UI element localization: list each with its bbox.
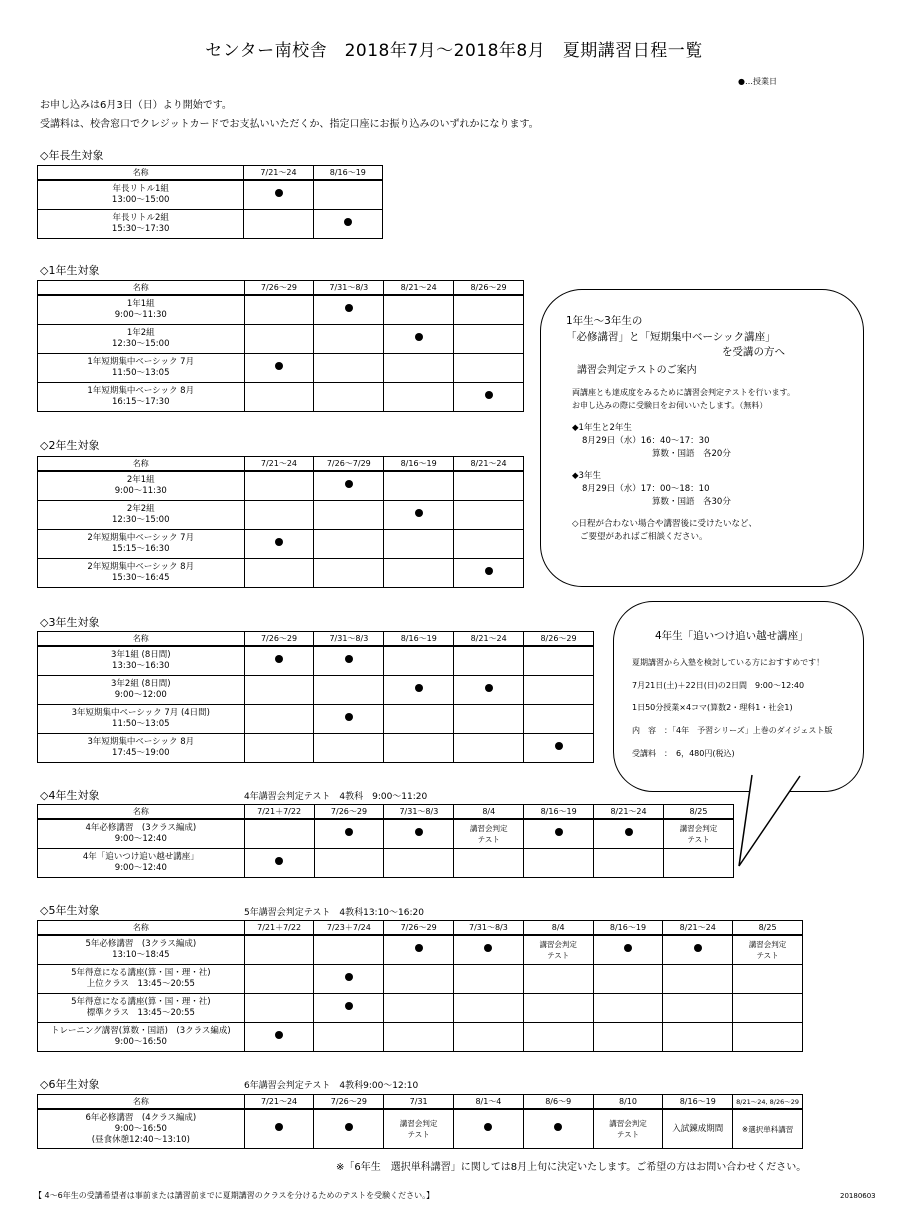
table-header-row	[38, 632, 594, 647]
section-note-g4: 4年講習会判定テスト 4教科 9:00～11:20	[244, 792, 428, 802]
class-day-dot-icon	[415, 828, 423, 836]
class-day-dot-icon	[345, 1123, 353, 1131]
class-day-dot-icon	[554, 1123, 562, 1131]
class-name-cell: 年長リトル2組 15:30～17:30	[38, 210, 244, 239]
schedule-cell-empty	[314, 1023, 384, 1052]
class-name-cell: 1年1組 9:00～11:30	[38, 295, 245, 325]
schedule-cell	[244, 646, 314, 676]
class-day-dot-icon	[345, 713, 353, 721]
schedule-cell-empty	[244, 734, 314, 763]
column-header-date: 7/26～29	[384, 921, 454, 936]
schedule-cell	[244, 530, 314, 559]
schedule-cell-empty	[384, 383, 454, 412]
column-header-name: 名称	[38, 166, 244, 181]
schedule-cell-empty	[244, 676, 314, 705]
class-name-cell: 1年短期集中ベーシック 7月 11:50～13:05	[38, 354, 245, 383]
class-day-dot-icon	[485, 684, 493, 692]
table-row	[38, 210, 383, 239]
schedule-cell	[244, 1023, 314, 1052]
column-header-date: 7/21～24	[244, 166, 313, 181]
class-day-dot-icon	[345, 828, 353, 836]
table-row	[38, 354, 524, 383]
schedule-cell	[454, 1109, 524, 1149]
page-title: センター南校舎 2018年7月～2018年8月 夏期講習日程一覧	[205, 41, 703, 61]
section-heading-g6: ◇6年生対象	[40, 1078, 100, 1091]
schedule-cell-empty	[313, 180, 382, 210]
class-name-cell: 3年2組 (8日間) 9:00～12:00	[38, 676, 245, 705]
bubble1-line-1: 1年生～3年生の	[566, 315, 643, 327]
schedule-cell-empty	[454, 705, 524, 734]
bubble1-line-14: ご要望があればご相談ください。	[580, 532, 708, 542]
schedule-cell-empty	[523, 994, 593, 1023]
class-day-dot-icon	[415, 944, 423, 952]
schedule-cell-empty	[593, 1023, 663, 1052]
class-name-cell: トレーニング講習(算数・国語) (3クラス編成) 9:00～16:50	[38, 1023, 245, 1052]
schedule-cell-text: 講習会判定 テスト	[384, 1109, 454, 1149]
column-header-date: 7/26～29	[314, 805, 384, 820]
table-row	[38, 734, 594, 763]
column-header-name: 名称	[38, 805, 245, 820]
schedule-cell-text: 講習会判定 テスト	[733, 935, 803, 965]
class-day-dot-icon	[275, 655, 283, 663]
column-header-date: 8/16～19	[384, 457, 454, 472]
schedule-cell-empty	[384, 849, 454, 878]
schedule-cell-empty	[244, 501, 314, 530]
schedule-cell	[314, 705, 384, 734]
table-header-row	[38, 921, 803, 936]
column-header-date: 7/23＋7/24	[314, 921, 384, 936]
bubble2-line-3: 7月21日(土)＋22日(日)の2日間 9:00～12:40	[632, 681, 805, 690]
column-header-date: 7/26～29	[244, 281, 314, 296]
schedule-cell-empty	[244, 325, 314, 354]
schedule-cell-empty	[733, 965, 803, 994]
table-header-row	[38, 457, 524, 472]
schedule-cell-empty	[523, 1023, 593, 1052]
column-header-date: 8/4	[454, 805, 524, 820]
schedule-cell-empty	[454, 354, 524, 383]
schedule-cell-empty	[314, 354, 384, 383]
schedule-cell-text: 講習会判定 テスト	[593, 1109, 663, 1149]
schedule-cell-text: ※選択単科講習	[733, 1109, 803, 1149]
column-header-date: 8/25	[733, 921, 803, 936]
schedule-cell-empty	[384, 646, 454, 676]
column-header-date: 7/31	[384, 1095, 454, 1110]
bottom-note: 【 4～6年生の受講希望者は事前または講習前までに夏期講習のクラスを分けるためのテストを受験ください。】	[34, 1191, 435, 1200]
table-row	[38, 325, 524, 354]
bubble1-line-7: ◆1年生と2年生	[572, 423, 632, 433]
schedule-cell	[384, 325, 454, 354]
schedule-cell-empty	[244, 965, 314, 994]
class-day-dot-icon	[694, 944, 702, 952]
schedule-cell-empty	[454, 849, 524, 878]
schedule-cell-text: 講習会判定 テスト	[664, 819, 734, 849]
column-header-date: 7/26～29	[244, 632, 314, 647]
schedule-cell-empty	[244, 994, 314, 1023]
schedule-cell-empty	[384, 354, 454, 383]
class-name-cell: 3年短期集中ベーシック 8月 17:45～19:00	[38, 734, 245, 763]
schedule-cell	[593, 935, 663, 965]
schedule-cell-empty	[523, 965, 593, 994]
bubble1-line-2: 「必修講習」と「短期集中ベーシック講座」	[566, 331, 776, 343]
table-row	[38, 295, 524, 325]
schedule-cell-empty	[384, 559, 454, 588]
class-day-dot-icon	[275, 1031, 283, 1039]
schedule-cell-empty	[454, 325, 524, 354]
schedule-cell-empty	[454, 994, 524, 1023]
schedule-cell-empty	[314, 849, 384, 878]
schedule-cell-empty	[244, 559, 314, 588]
table-row	[38, 646, 594, 676]
class-day-dot-icon	[415, 509, 423, 517]
class-name-cell: 5年必修講習 (3クラス編成) 13:10～18:45	[38, 935, 245, 965]
schedule-cell-empty	[314, 325, 384, 354]
schedule-cell-text: 入試錬成期間	[663, 1109, 733, 1149]
column-header-date: 7/26～7/29	[314, 457, 384, 472]
table-row	[38, 994, 803, 1023]
class-name-cell: 2年2組 12:30～15:00	[38, 501, 245, 530]
table-row	[38, 471, 524, 501]
schedule-cell	[384, 935, 454, 965]
table-row	[38, 559, 524, 588]
schedule-cell-empty	[593, 965, 663, 994]
schedule-cell	[384, 501, 454, 530]
schedule-table-g2	[37, 456, 524, 588]
column-header-date: 8/21～24, 8/26～29	[733, 1095, 803, 1110]
class-name-cell: 3年短期集中ベーシック 7月 (4日間) 11:50～13:05	[38, 705, 245, 734]
schedule-table-g1	[37, 280, 524, 412]
table-row	[38, 501, 524, 530]
schedule-cell-empty	[384, 994, 454, 1023]
column-header-date: 7/21＋7/22	[244, 921, 314, 936]
class-name-cell: 1年2組 12:30～15:00	[38, 325, 245, 354]
class-day-dot-icon	[344, 218, 352, 226]
schedule-cell-empty	[244, 295, 314, 325]
bubble1-line-10: ◆3年生	[572, 471, 601, 481]
schedule-cell-empty	[384, 471, 454, 501]
schedule-cell	[524, 819, 594, 849]
class-day-dot-icon	[485, 567, 493, 575]
schedule-cell-empty	[594, 849, 664, 878]
column-header-name: 名称	[38, 457, 245, 472]
column-header-date: 8/21～24	[594, 805, 664, 820]
schedule-cell	[244, 354, 314, 383]
column-header-name: 名称	[38, 632, 245, 647]
schedule-cell-empty	[454, 530, 524, 559]
column-header-date: 8/21～24	[454, 632, 524, 647]
schedule-cell	[244, 849, 314, 878]
schedule-table-g5	[37, 920, 803, 1052]
schedule-cell-empty	[244, 935, 314, 965]
schedule-cell-empty	[314, 530, 384, 559]
section-heading-g3: ◇3年生対象	[40, 616, 100, 629]
schedule-cell-empty	[314, 935, 384, 965]
column-header-date: 8/16～19	[593, 921, 663, 936]
section-heading-g5: ◇5年生対象	[40, 904, 100, 917]
schedule-cell	[454, 935, 524, 965]
column-header-date: 7/26～29	[314, 1095, 384, 1110]
table-row	[38, 1023, 803, 1052]
schedule-table-g3	[37, 631, 594, 763]
section-heading-g4: ◇4年生対象	[40, 789, 100, 802]
intro-line-1: お申し込みは6月3日（日）より開始です。	[40, 100, 232, 111]
class-day-dot-icon	[555, 742, 563, 750]
table-row	[38, 530, 524, 559]
class-name-cell: 5年得意になる講座(算・国・理・社) 標準クラス 13:45～20:55	[38, 994, 245, 1023]
column-header-date: 8/26～29	[524, 632, 594, 647]
schedule-cell-empty	[314, 501, 384, 530]
class-name-cell: 4年必修講習 (3クラス編成) 9:00～12:40	[38, 819, 245, 849]
table-row	[38, 965, 803, 994]
bubble2-line-4: 1日50分授業×4コマ(算数2・理科1・社会1)	[632, 703, 793, 712]
class-name-cell: 3年1組 (8日間) 13:30～16:30	[38, 646, 245, 676]
schedule-cell-empty	[384, 1023, 454, 1052]
class-name-cell: 2年短期集中ベーシック 7月 15:15～16:30	[38, 530, 245, 559]
table-row	[38, 180, 383, 210]
section-note-g6: 6年講習会判定テスト 4教科9:00～12:10	[244, 1081, 419, 1091]
schedule-cell-empty	[663, 965, 733, 994]
schedule-cell	[314, 819, 384, 849]
class-day-dot-icon	[275, 538, 283, 546]
bubble1-line-5: 両講座とも達成度をみるために講習会判定テストを行います。	[572, 388, 796, 397]
schedule-cell-empty	[454, 501, 524, 530]
schedule-cell-empty	[244, 471, 314, 501]
section-heading-g2: ◇2年生対象	[40, 439, 100, 452]
column-header-date: 8/21～24	[384, 281, 454, 296]
column-header-date: 8/16～19	[524, 805, 594, 820]
schedule-cell-empty	[384, 530, 454, 559]
table-row	[38, 935, 803, 965]
table-row	[38, 705, 594, 734]
schedule-cell-empty	[454, 734, 524, 763]
column-header-date: 8/4	[523, 921, 593, 936]
schedule-cell-empty	[314, 676, 384, 705]
table-header-row	[38, 1095, 803, 1110]
schedule-cell-empty	[314, 734, 384, 763]
section-heading-nencho: ◇年長生対象	[40, 149, 104, 162]
table-header-row	[38, 281, 524, 296]
schedule-table-nencho	[37, 165, 383, 239]
class-name-cell: 6年必修講習 (4クラス編成) 9:00～16:50 (昼食休憩12:40～13:10)	[38, 1109, 245, 1149]
column-header-name: 名称	[38, 281, 245, 296]
bubble2-line-6: 受講料 ： 6，480円(税込)	[632, 749, 735, 758]
column-header-date: 7/31～8/3	[314, 281, 384, 296]
schedule-cell-empty	[733, 994, 803, 1023]
table-row	[38, 819, 734, 849]
class-day-dot-icon	[345, 973, 353, 981]
schedule-cell-empty	[384, 295, 454, 325]
class-day-dot-icon	[415, 333, 423, 341]
bubble2-line-1: 4年生「追いつけ追い越せ講座」	[655, 630, 809, 642]
class-name-cell: 年長リトル1組 13:00～15:00	[38, 180, 244, 210]
bubble1-line-9: 算数・国語 各20分	[652, 449, 731, 459]
column-header-date: 8/10	[593, 1095, 663, 1110]
schedule-cell-empty	[454, 471, 524, 501]
schedule-cell	[594, 819, 664, 849]
schedule-cell-empty	[593, 994, 663, 1023]
column-header-date: 8/25	[664, 805, 734, 820]
schedule-cell	[314, 646, 384, 676]
column-header-date: 8/1～4	[454, 1095, 524, 1110]
table-header-row	[38, 166, 383, 181]
column-header-date: 8/26～29	[454, 281, 524, 296]
column-header-date: 8/16～19	[313, 166, 382, 181]
schedule-cell	[314, 295, 384, 325]
schedule-cell	[384, 819, 454, 849]
bubble1-line-3: を受講の方へ	[722, 346, 785, 358]
class-name-cell: 2年短期集中ベーシック 8月 15:30～16:45	[38, 559, 245, 588]
schedule-table-g6	[37, 1094, 803, 1149]
class-day-dot-icon	[275, 1123, 283, 1131]
class-day-dot-icon	[345, 1002, 353, 1010]
schedule-cell-empty	[663, 994, 733, 1023]
column-header-date: 8/6～9	[523, 1095, 593, 1110]
schedule-cell-empty	[664, 849, 734, 878]
schedule-cell-empty	[524, 705, 594, 734]
table-row	[38, 849, 734, 878]
schedule-cell	[314, 965, 384, 994]
schedule-cell-empty	[384, 734, 454, 763]
class-day-dot-icon	[345, 304, 353, 312]
bubble2-line-2: 夏期講習から入塾を検討している方におすすめです！	[632, 658, 825, 667]
column-header-date: 7/31～8/3	[384, 805, 454, 820]
class-day-dot-icon	[345, 655, 353, 663]
bubble1-line-13: ◇日程が合わない場合や講習後に受けたいなど、	[572, 519, 758, 529]
schedule-cell-empty	[524, 676, 594, 705]
schedule-table-g4	[37, 804, 734, 878]
column-header-date: 8/21～24	[663, 921, 733, 936]
schedule-cell-empty	[244, 383, 314, 412]
column-header-date: 8/16～19	[384, 632, 454, 647]
section-heading-g1: ◇1年生対象	[40, 264, 100, 277]
schedule-cell-empty	[244, 819, 314, 849]
table-row	[38, 676, 594, 705]
schedule-cell-empty	[733, 1023, 803, 1052]
class-day-dot-icon	[484, 1123, 492, 1131]
schedule-cell	[314, 471, 384, 501]
legend: ●…授業日	[738, 77, 777, 86]
column-header-date: 8/21～24	[454, 457, 524, 472]
bubble1-line-4: 講習会判定テストのご案内	[577, 365, 697, 376]
class-name-cell: 1年短期集中ベーシック 8月 16:15～17:30	[38, 383, 245, 412]
schedule-cell-empty	[314, 383, 384, 412]
table-header-row	[38, 805, 734, 820]
class-day-dot-icon	[625, 828, 633, 836]
schedule-cell-text: 講習会判定 テスト	[523, 935, 593, 965]
intro-line-2: 受講料は、校舎窓口でクレジットカードでお支払いいただくか、指定口座にお振り込みのいずれかになります。	[40, 119, 539, 130]
class-name-cell: 4年「追いつけ追い越せ講座」 9:00～12:40	[38, 849, 245, 878]
schedule-cell	[524, 734, 594, 763]
class-day-dot-icon	[555, 828, 563, 836]
schedule-cell	[244, 180, 313, 210]
schedule-cell-empty	[314, 559, 384, 588]
schedule-cell-empty	[454, 646, 524, 676]
table-row	[38, 1109, 803, 1149]
bubble1-line-11: 8月29日（水）17：00～18：10	[582, 484, 710, 494]
schedule-cell-empty	[384, 705, 454, 734]
schedule-cell	[314, 1109, 384, 1149]
class-day-dot-icon	[484, 944, 492, 952]
schedule-cell	[384, 676, 454, 705]
class-day-dot-icon	[415, 684, 423, 692]
bubble1-line-6: お申し込みの際に受験日をお伺いいたします。（無料）	[572, 401, 768, 410]
schedule-cell-empty	[244, 210, 313, 239]
column-header-date: 8/16～19	[663, 1095, 733, 1110]
class-name-cell: 5年得意になる講座(算・国・理・社) 上位クラス 13:45～20:55	[38, 965, 245, 994]
schedule-cell-empty	[524, 849, 594, 878]
schedule-cell-empty	[454, 295, 524, 325]
schedule-cell	[244, 1109, 314, 1149]
schedule-cell	[454, 383, 524, 412]
class-day-dot-icon	[485, 391, 493, 399]
bubble1-line-8: 8月29日（水）16：40～17：30	[582, 436, 710, 446]
column-header-date: 7/31～8/3	[454, 921, 524, 936]
column-header-date: 7/21～24	[244, 1095, 314, 1110]
class-day-dot-icon	[624, 944, 632, 952]
schedule-cell-empty	[663, 1023, 733, 1052]
bubble2-line-5: 内 容 ：「4年 予習シリーズ」上巻のダイジェスト版	[632, 726, 833, 735]
schedule-cell	[454, 559, 524, 588]
class-day-dot-icon	[275, 362, 283, 370]
class-name-cell: 2年1組 9:00～11:30	[38, 471, 245, 501]
schedule-cell-empty	[454, 965, 524, 994]
schedule-cell-empty	[244, 705, 314, 734]
class-day-dot-icon	[345, 480, 353, 488]
schedule-cell	[314, 994, 384, 1023]
column-header-name: 名称	[38, 921, 245, 936]
class-day-dot-icon	[275, 857, 283, 865]
bubble1-line-12: 算数・国語 各30分	[652, 497, 731, 507]
table-row	[38, 383, 524, 412]
schedule-cell-empty	[524, 646, 594, 676]
schedule-cell-empty	[454, 1023, 524, 1052]
class-day-dot-icon	[275, 189, 283, 197]
document-code: 20180603	[840, 1192, 876, 1200]
column-header-date: 7/21＋7/22	[244, 805, 314, 820]
column-header-date: 7/31～8/3	[314, 632, 384, 647]
column-header-date: 7/21～24	[244, 457, 314, 472]
column-header-name: 名称	[38, 1095, 245, 1110]
footnote: ※「6年生 選択単科講習」に関しては8月上旬に決定いたします。ご希望の方はお問い合わせください。	[336, 1162, 807, 1173]
section-note-g5: 5年講習会判定テスト 4教科13:10～16:20	[244, 908, 424, 918]
schedule-cell	[663, 935, 733, 965]
schedule-cell	[454, 676, 524, 705]
schedule-cell	[313, 210, 382, 239]
schedule-cell	[523, 1109, 593, 1149]
schedule-cell-empty	[384, 965, 454, 994]
schedule-cell-text: 講習会判定 テスト	[454, 819, 524, 849]
